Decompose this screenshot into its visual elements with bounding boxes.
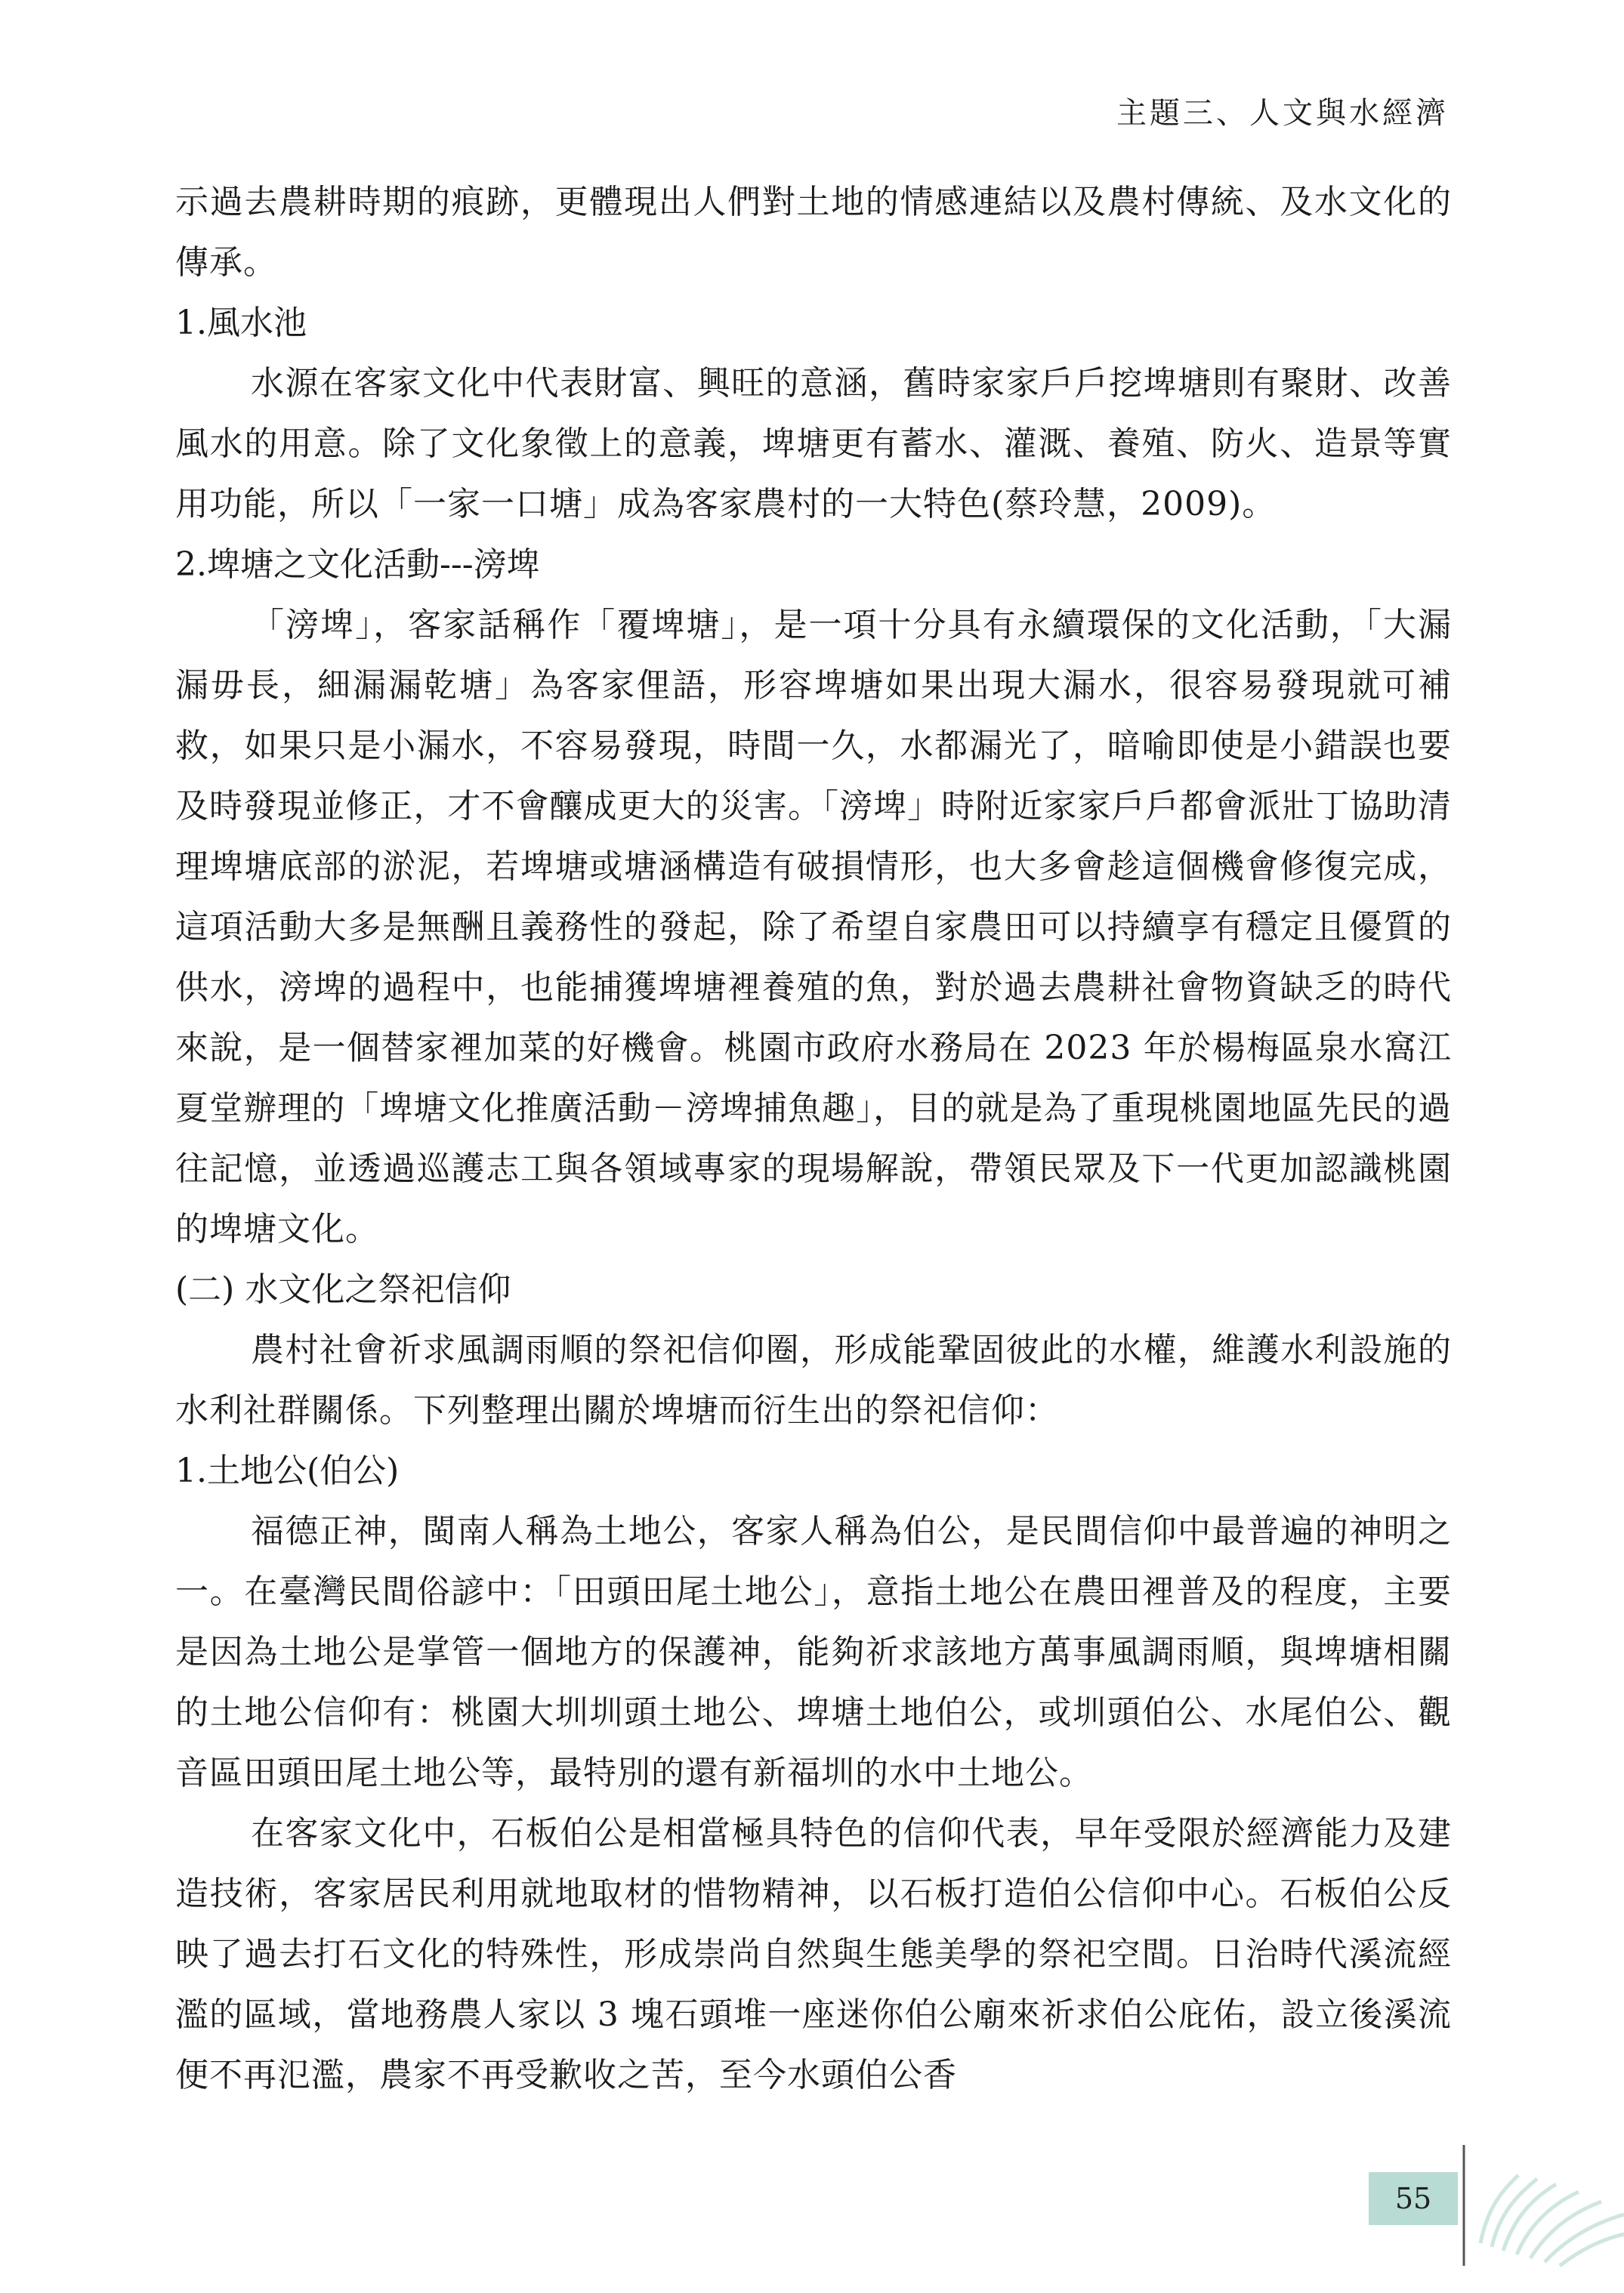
paragraph: 水源在客家文化中代表財富、興旺的意涵，舊時家家戶戶挖埤塘則有聚財、改善風水的用意。除了文化象徵上的意義，埤塘更有蓄水、灌溉、養殖、防火、造景等實用功能，所以「一家一口塘」成為客家農村的一大特色(蔡玲慧，2009)。 bbox=[175, 364, 1452, 523]
section-heading: 2.埤塘之文化活動---滂埤 bbox=[175, 545, 540, 584]
paragraph: 在客家文化中，石板伯公是相當極具特色的信仰代表，早年受限於經濟能力及建造技術，客家居民利用就地取材的惜物精神，以石板打造伯公信仰中心。石板伯公反映了過去打石文化的特殊性，形成崇尚自然與生態美學的祭祀空間。日治時代溪流經濫的區域，當地務農人家以 3 塊石頭堆一座迷你伯公廟來祈求伯公庇佑，設立後溪流便不再氾濫，農家不再受歉收之苦，至今水頭伯公香 bbox=[175, 1814, 1452, 2094]
section-heading: (二) 水文化之祭祀信仰 bbox=[175, 1270, 511, 1309]
main-content bbox=[175, 172, 1452, 2106]
decorative-rings-icon bbox=[1458, 2130, 1624, 2281]
paragraph: 「滂埤」，客家話稱作「覆埤塘」，是一項十分具有永續環保的文化活動，「大漏漏毋長，細漏漏乾塘」為客家俚語，形容埤塘如果出現大漏水，很容易發現就可補救，如果只是小漏水，不容易發現，時間一久，水都漏光了，暗喻即使是小錯誤也要及時發現並修正，才不會釀成更大的災害。「滂埤」時附近家家戶戶都會派壯丁協助清理埤塘底部的淤泥，若埤塘或塘涵構造有破損情形，也大多會趁這個機會修復完成，這項活動大多是無酬且義務性的發起，除了希望自家農田可以持續享有穩定且優質的供水，滂埤的過程中，也能捕獲埤塘裡養殖的魚，對於過去農耕社會物資缺乏的時代來說，是一個替家裡加菜的好機會。桃園市政府水務局在 2023 年於楊梅區泉水窩江夏堂辦理的「埤塘文化推廣活動－滂埤捕魚趣」，目的就是為了重現桃園地區先民的過往記憶，並透過巡護志工與各領域專家的現場解說，帶領民眾及下一代更加認識桃園的埤塘文化。 bbox=[175, 606, 1452, 1248]
paragraph: 農村社會祈求風調雨順的祭祀信仰圈，形成能鞏固彼此的水權，維護水利設施的水利社群關係。下列整理出關於埤塘而衍生出的祭祀信仰： bbox=[175, 1331, 1452, 1430]
section-heading: 1.土地公(伯公) bbox=[175, 1452, 400, 1490]
paragraph: 福德正神，閩南人稱為土地公，客家人稱為伯公，是民間信仰中最普遍的神明之一。在臺灣民間俗諺中：「田頭田尾土地公」，意指土地公在農田裡普及的程度，主要是因為土地公是掌管一個地方的保護神，能夠祈求該地方萬事風調雨順，與埤塘相關的土地公信仰有：桃園大圳圳頭土地公、埤塘土地伯公，或圳頭伯公、水尾伯公、觀音區田頭田尾土地公等，最特別的還有新福圳的水中土地公。 bbox=[175, 1512, 1452, 1792]
section-heading: 1.風水池 bbox=[175, 304, 307, 342]
paragraph: 示過去農耕時期的痕跡，更體現出人們對土地的情感連結以及農村傳統、及水文化的傳承。 bbox=[175, 183, 1452, 282]
page-number: 55 bbox=[1394, 2182, 1432, 2215]
running-header: 主題三、人文與水經濟 bbox=[1116, 96, 1449, 131]
